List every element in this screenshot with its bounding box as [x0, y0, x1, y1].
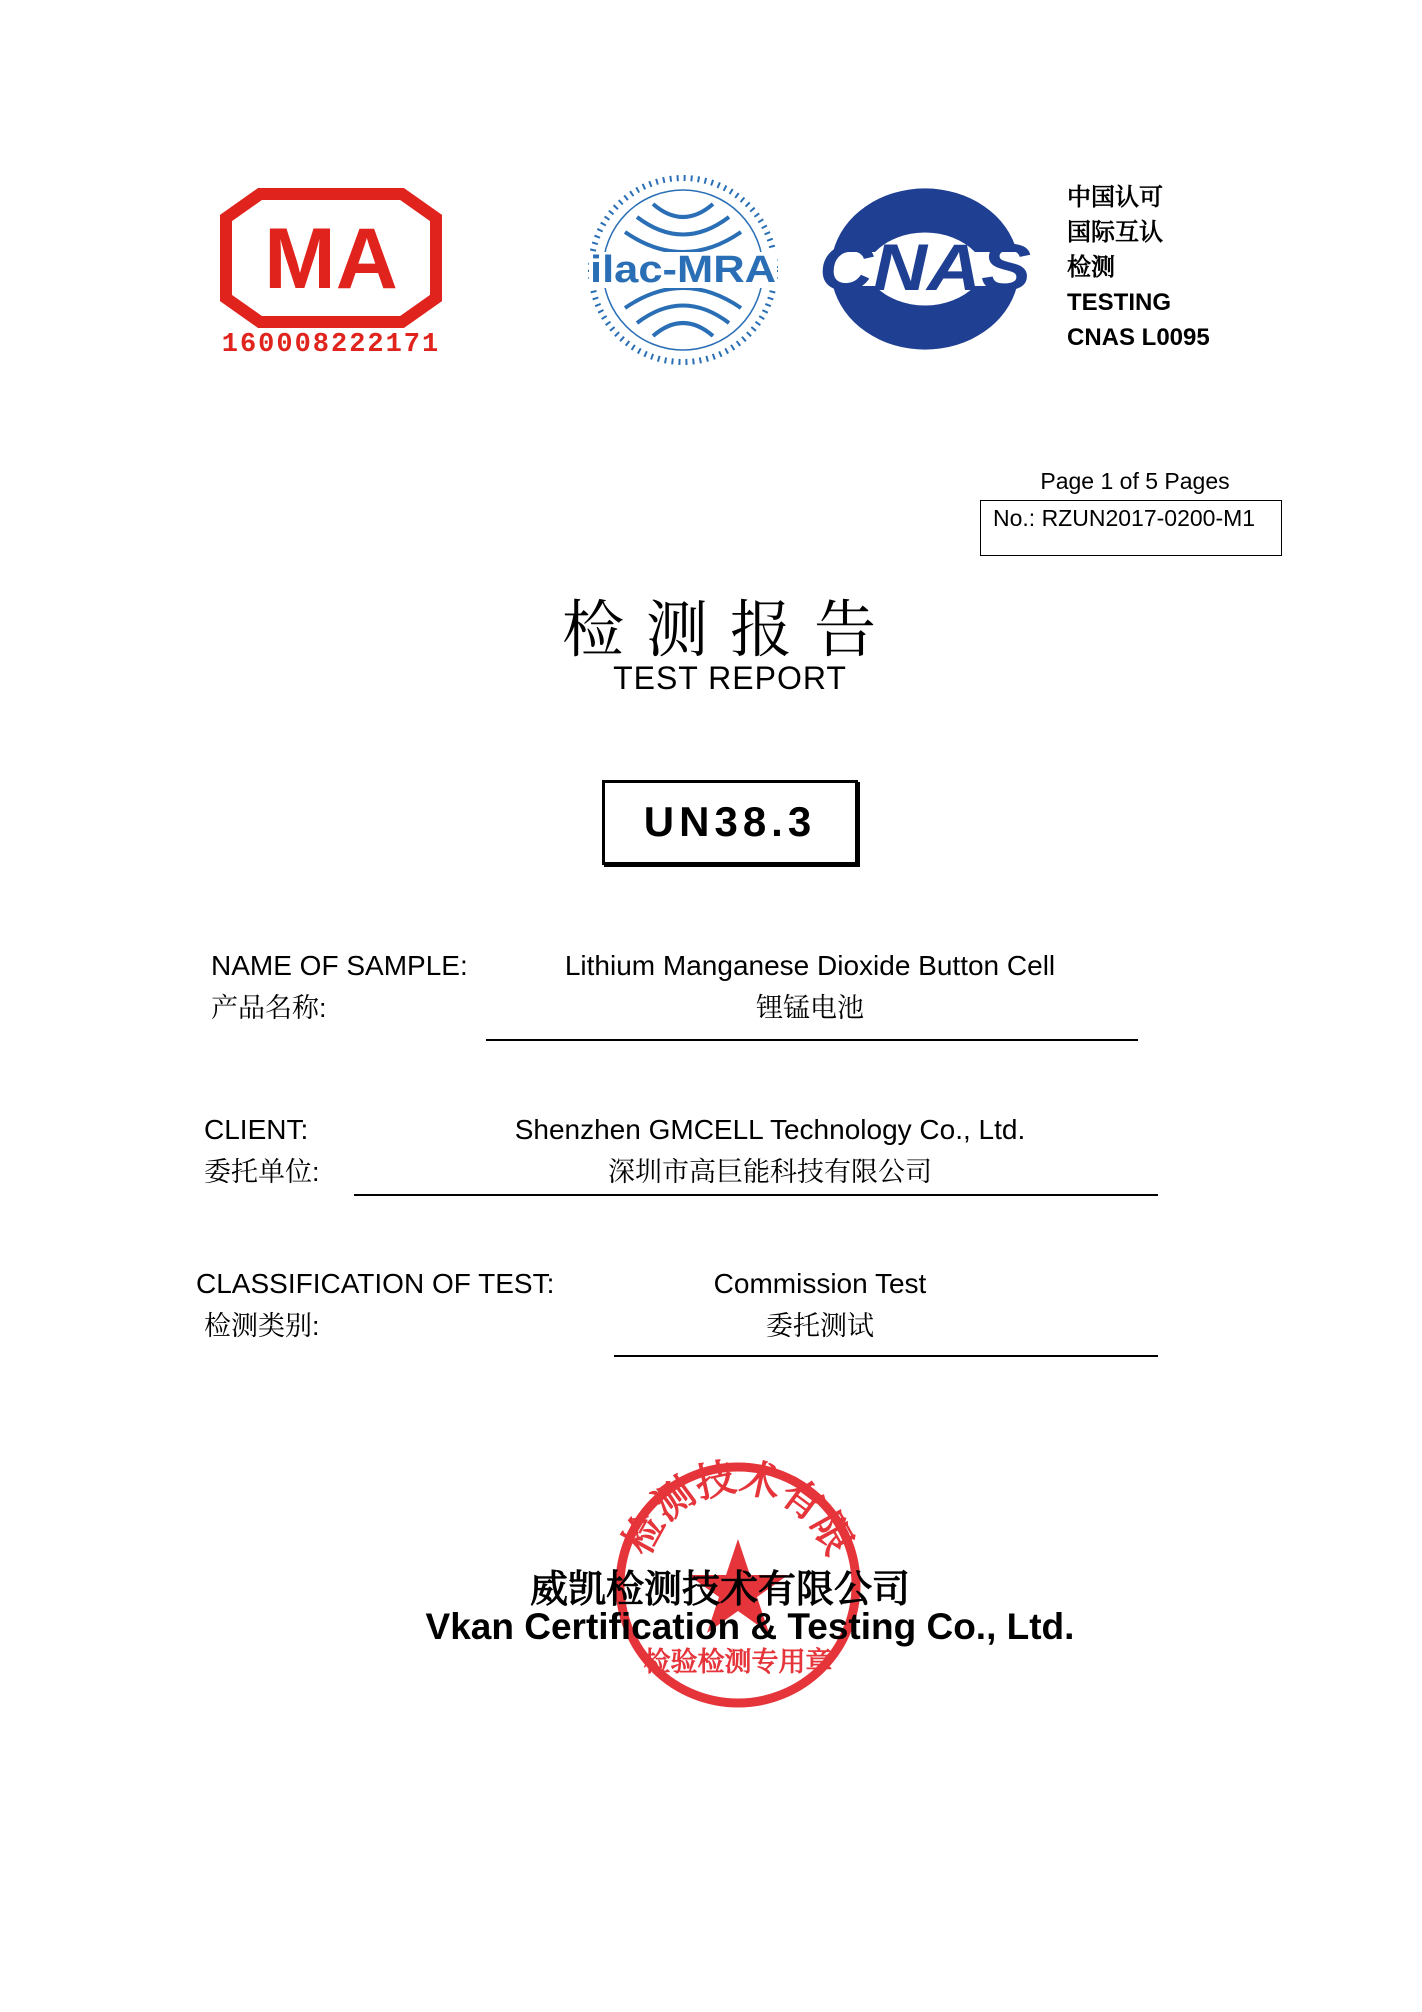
accreditation-line: 检测 — [1067, 254, 1115, 281]
sample-label-en: NAME OF SAMPLE: — [211, 950, 468, 981]
accreditation-text-block — [1067, 180, 1267, 355]
accreditation-line: TESTING — [1067, 289, 1172, 316]
page-count: Page 1 of 5 Pages — [1040, 468, 1230, 494]
classification-value-en: Commission Test — [713, 1268, 927, 1299]
client-value — [380, 1114, 1160, 1189]
cnas-logo-text: CNAS — [819, 230, 1031, 304]
accreditation-line: 国际互认 — [1067, 219, 1163, 246]
cma-logo-text: MA — [264, 211, 398, 307]
issuer-company-en: Vkan Certification & Testing Co., Ltd. — [425, 1606, 1075, 1647]
classification-label-en: CLASSIFICATION OF TEST: — [196, 1268, 555, 1299]
classification-underline — [614, 1355, 1158, 1357]
client-value-en: Shenzhen GMCELL Technology Co., Ltd. — [514, 1114, 1026, 1145]
report-title-cn: 检测报告 — [561, 593, 898, 666]
client-label-cn: 委托单位: — [204, 1157, 320, 1187]
sample-value — [480, 950, 1140, 1025]
sample-value-en: Lithium Manganese Dioxide Button Cell — [564, 950, 1056, 981]
report-number: No.: RZUN2017-0200-M1 — [993, 505, 1256, 531]
ilac-mra-logo — [585, 172, 781, 368]
classification-label-cn: 检测类别: — [204, 1311, 320, 1341]
classification-value-cn: 委托测试 — [766, 1311, 874, 1341]
classification-value — [640, 1268, 1000, 1343]
cnas-logo — [815, 182, 1035, 350]
sample-underline — [486, 1039, 1138, 1041]
issuer-company-cn: 威凯检测技术有限公司 — [529, 1569, 910, 1611]
accreditation-line: 中国认可 — [1067, 184, 1163, 211]
accreditation-line: CNAS L0095 — [1067, 324, 1210, 351]
client-underline — [354, 1194, 1158, 1196]
report-number-box — [980, 500, 1282, 556]
seal-arc-text: 检测技术有限 — [613, 1455, 863, 1563]
ilac-logo-text: ilac-MRA — [590, 249, 776, 291]
cma-certificate-number: 160008222171 — [221, 330, 441, 360]
sample-value-cn: 锂锰电池 — [756, 993, 864, 1023]
report-title-en: TEST REPORT — [613, 660, 847, 696]
test-standard: UN38.3 — [643, 798, 817, 845]
cma-logo — [220, 188, 442, 328]
client-label-en: CLIENT: — [204, 1114, 309, 1145]
test-standard-box — [602, 780, 858, 865]
sample-label-cn: 产品名称: — [211, 993, 327, 1023]
seal-bottom-text: 检验检测专用章 — [643, 1647, 833, 1678]
client-value-cn: 深圳市高巨能科技有限公司 — [608, 1157, 932, 1187]
